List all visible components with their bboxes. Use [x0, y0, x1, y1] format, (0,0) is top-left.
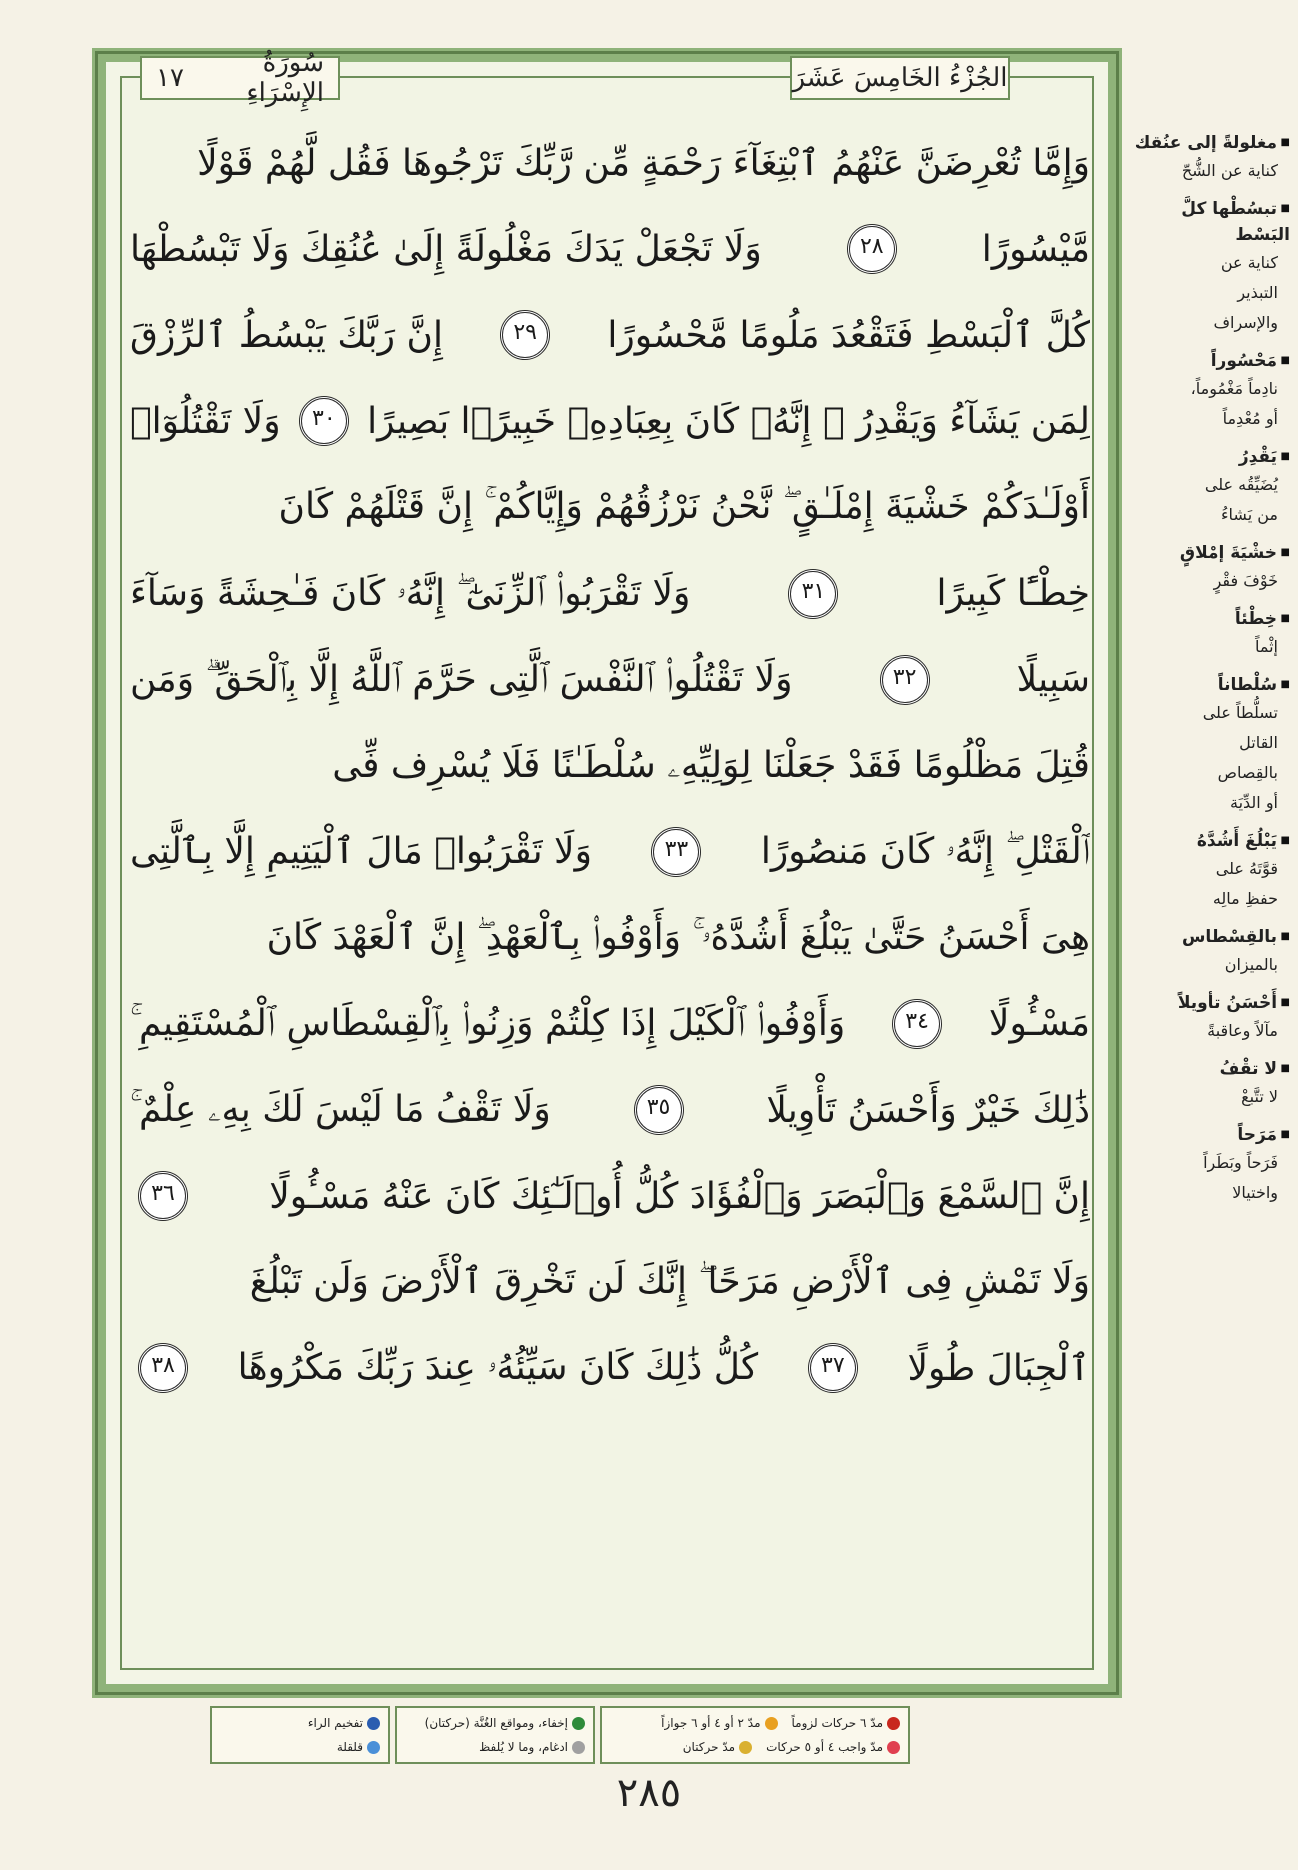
- ayah-text: لِمَن يَشَآءُ وَيَقْدِرُ ۚ إِنَّهُۥ كَانَ بِعِبَادِهِۦ خَبِيرًۢا بَصِيرًا: [367, 400, 1090, 442]
- glossary-item: [1130, 196, 1290, 338]
- glossary-definition: نادِماً مَغْمُوماً،: [1190, 379, 1278, 398]
- ayah-text: سَبِيلًا: [1016, 659, 1090, 701]
- glossary-definition: حفظِ مالِه: [1212, 889, 1278, 908]
- glossary-sidebar: [1130, 130, 1290, 1218]
- glossary-term: ■ خشْيَةَ إمْلاقٍ: [1130, 540, 1290, 566]
- glossary-item: [1130, 348, 1290, 434]
- glossary-definition: والإسراف: [1213, 313, 1278, 332]
- legend-item: تفخيم الراء: [308, 1711, 380, 1735]
- green-dot-icon: [572, 1717, 585, 1730]
- surah-name: سُورَةُ الإِسْرَاءِ: [246, 48, 324, 108]
- ayah-text-after: وَلَا تَقْتُلُوا۟ ٱلنَّفْسَ ٱلَّتِى حَرَّمَ ٱللَّهُ إِلَّا بِٱلْحَقِّ ۗ وَمَن: [130, 658, 793, 700]
- red-dot-icon: [887, 1717, 900, 1730]
- glossary-term: ■ بالقِسْطاس: [1130, 924, 1290, 950]
- quran-line: [130, 895, 1090, 981]
- ayah-text-after: وَلَا تَقْرَبُوا۟ مَالَ ٱلْيَتِيمِ إِلَّا بِٱلَّتِى: [130, 831, 592, 873]
- glossary-item: [1130, 606, 1290, 662]
- verse-number-marker: ٢٩: [500, 310, 550, 360]
- ayah-text-after: وَلَا تَقْفُ مَا لَيْسَ لَكَ بِهِۦ عِلْمٌ ۚ: [130, 1089, 551, 1131]
- ayah-text-after: وَلَا تَقْتُلُوٓا۟: [130, 400, 281, 442]
- ayah-text: كُلَّ ٱلْبَسْطِ فَتَقْعُدَ مَلُومًا مَّحْسُورًا: [607, 314, 1090, 356]
- glossary-definition: القاتل: [1239, 733, 1278, 752]
- verse-number-marker: ٢٨: [847, 224, 897, 274]
- glossary-definition: واختيالا: [1232, 1183, 1278, 1202]
- glossary-term: ■ مَرَحاً: [1130, 1122, 1290, 1148]
- page-number: ٢٨٥: [616, 1770, 682, 1816]
- glossary-term: ■ تبسُطْها كلَّ البَسْط: [1130, 196, 1290, 248]
- quran-line: [130, 1153, 1090, 1239]
- ayah-text: مَسْـُٔولًا: [988, 1003, 1090, 1045]
- glossary-item: [1130, 1056, 1290, 1112]
- glossary-definition: كناية عن: [1220, 253, 1278, 272]
- glossary-definition: بالقِصاص: [1217, 763, 1278, 782]
- ayah-text-after: إِنَّ رَبَّكَ يَبْسُطُ ٱلرِّزْقَ: [130, 314, 443, 356]
- glossary-definition: يُضَيِّقُه على: [1204, 475, 1278, 494]
- ayah-text-after: وَلَا تَقْرَبُوا۟ ٱلزِّنَىٰٓ ۖ إِنَّهُۥ كَانَ فَـٰحِشَةً وَسَآءَ: [130, 572, 691, 614]
- legend-item: إخفاء، ومواقع الغُنَّة (حركتان): [425, 1711, 585, 1735]
- glossary-item: [1130, 924, 1290, 980]
- ayah-text: قُتِلَ مَظْلُومًا فَقَدْ جَعَلْنَا لِوَلِيِّهِۦ سُلْطَـٰنًا فَلَا يُسْرِف فِّى: [332, 744, 1090, 786]
- glossary-item: [1130, 444, 1290, 530]
- glossary-definition: أو مُعْدِماً: [1222, 409, 1278, 428]
- juz-header: [790, 56, 1010, 100]
- surah-header: [140, 48, 340, 108]
- quran-line: [130, 550, 1090, 636]
- glossary-definition: بالميزان: [1224, 955, 1278, 974]
- glossary-definition: أو الدِّيَة: [1229, 793, 1278, 812]
- ayah-text-after: وَأَوْفُوا۟ ٱلْكَيْلَ إِذَا كِلْتُمْ وَزِنُوا۟ بِٱلْقِسْطَاسِ ٱلْمُسْتَقِيمِ ۚ: [130, 1002, 846, 1044]
- quran-line: [130, 464, 1090, 550]
- quran-line: [130, 1067, 1090, 1153]
- verse-number-marker: ٣٨: [138, 1343, 188, 1393]
- glossary-item: [1130, 828, 1290, 914]
- legend-item: مدّ ٦ حركات لزوماً: [792, 1711, 901, 1735]
- verse-number-marker: ٣٧: [808, 1343, 858, 1393]
- ayah-text: وَإِمَّا تُعْرِضَنَّ عَنْهُمُ ٱبْتِغَآءَ رَحْمَةٍ مِّن رَّبِّكَ تَرْجُوهَا فَقُل لَّهُمْ قَوْلًا: [197, 142, 1090, 184]
- quran-line: [130, 292, 1090, 378]
- glossary-term: ■ أَحْسَنُ تأويلاً: [1130, 990, 1290, 1016]
- glossary-definition: لا تتَّبعْ: [1241, 1087, 1278, 1106]
- glossary-definition: تسلُّطاً على: [1202, 703, 1278, 722]
- quran-line: [130, 981, 1090, 1067]
- legend-item: ادغام، وما لا يُلفظ: [479, 1735, 585, 1759]
- verse-number-marker: ٣٢: [880, 655, 930, 705]
- ayah-text: إِنَّ ٱلسَّمْعَ وَٱلْبَصَرَ وَٱلْفُؤَادَ كُلُّ أُو۟لَـٰٓئِكَ كَانَ عَنْهُ مَسْـُٔولًا: [269, 1175, 1090, 1217]
- quran-text: [130, 120, 1090, 1670]
- glossary-definition: مآلاً وعاقبةً: [1207, 1021, 1278, 1040]
- glossary-definition: قوَّتَهُ على: [1215, 859, 1278, 878]
- glossary-item: [1130, 990, 1290, 1046]
- juz-name: الجُزْءُ الخَامِسَ عَشَرَ: [792, 63, 1008, 93]
- quran-line: [130, 120, 1090, 206]
- glossary-item: [1130, 540, 1290, 596]
- orange-dot-icon: [765, 1717, 778, 1730]
- legend-item: قلقلة: [337, 1735, 380, 1759]
- glossary-term: ■ مَحْسُوراً: [1130, 348, 1290, 374]
- ayah-text: هِىَ أَحْسَنُ حَتَّىٰ يَبْلُغَ أَشُدَّهُۥ ۚ وَأَوْفُوا۟ بِٱلْعَهْدِ ۖ إِنَّ ٱلْعَهْدَ كَانَ: [266, 916, 1090, 958]
- blue-dot-icon: [367, 1717, 380, 1730]
- glossary-term: ■ يَبْلُغَ أَشُدَّهُ: [1130, 828, 1290, 854]
- glossary-definition: التبذير: [1237, 283, 1278, 302]
- ayah-text: أَوْلَـٰدَكُمْ خَشْيَةَ إِمْلَـٰقٍ ۖ نَّحْنُ نَرْزُقُهُمْ وَإِيَّاكُمْ ۚ إِنَّ قَتْلَهُمْ كَانَ: [278, 486, 1090, 528]
- ayah-text-after: كُلُّ ذَٰلِكَ كَانَ سَيِّئُهُۥ عِندَ رَبِّكَ مَكْرُوهًا: [237, 1347, 759, 1389]
- surah-number: ١٧: [156, 63, 184, 93]
- ayah-text: ٱلْقَتْلِ ۖ إِنَّهُۥ كَانَ مَنصُورًا: [760, 830, 1090, 872]
- legend-item: مدّ واجب ٤ أو ٥ حركات: [766, 1735, 900, 1759]
- quran-line: [130, 809, 1090, 895]
- glossary-item: [1130, 672, 1290, 818]
- ayah-text: مَّيْسُورًا: [981, 228, 1090, 270]
- glossary-definition: كناية عن الشُّحّ: [1181, 161, 1278, 180]
- quran-line: [130, 723, 1090, 809]
- verse-number-marker: ٣٠: [299, 396, 349, 446]
- legend-item: مدّ حركتان: [683, 1735, 752, 1759]
- verse-number-marker: ٣٥: [634, 1085, 684, 1135]
- ayah-text: خِطْـًٔا كَبِيرًا: [936, 573, 1090, 615]
- verse-number-marker: ٣٣: [651, 827, 701, 877]
- quran-line: [130, 206, 1090, 292]
- legend-madd: [600, 1706, 910, 1764]
- glossary-definition: فَرَحاً وبَطَراً: [1203, 1153, 1278, 1172]
- yellow-dot-icon: [739, 1741, 752, 1754]
- quran-line: [130, 378, 1090, 464]
- ayah-text: ٱلْجِبَالَ طُولًا: [907, 1347, 1090, 1389]
- legend-item: مدّ ٢ أو ٤ أو ٦ جوازاً: [661, 1711, 777, 1735]
- quran-line: [130, 1325, 1090, 1411]
- glossary-definition: إثْماً: [1254, 637, 1278, 656]
- glossary-term: ■ مغلولةً إلى عنُقك: [1130, 130, 1290, 156]
- gray-dot-icon: [572, 1741, 585, 1754]
- verse-number-marker: ٣١: [788, 569, 838, 619]
- glossary-item: [1130, 1122, 1290, 1208]
- pink-dot-icon: [887, 1741, 900, 1754]
- ayah-text: وَلَا تَمْشِ فِى ٱلْأَرْضِ مَرَحًا ۖ إِنَّكَ لَن تَخْرِقَ ٱلْأَرْضَ وَلَن تَبْلُغَ: [249, 1261, 1090, 1303]
- glossary-term: ■ لا تقْفُ: [1130, 1056, 1290, 1082]
- legend-tafkhim: [210, 1706, 390, 1764]
- glossary-definition: خَوْفَ فقْرٍ: [1213, 571, 1278, 590]
- glossary-term: ■ خِطْئاً: [1130, 606, 1290, 632]
- glossary-item: [1130, 130, 1290, 186]
- ayah-text: ذَٰلِكَ خَيْرٌ وَأَحْسَنُ تَأْوِيلًا: [766, 1089, 1090, 1131]
- verse-number-marker: ٣٤: [892, 999, 942, 1049]
- ayah-text-after: وَلَا تَجْعَلْ يَدَكَ مَغْلُولَةً إِلَىٰ عُنُقِكَ وَلَا تَبْسُطْهَا: [130, 228, 762, 270]
- legend-ghunna: [395, 1706, 595, 1764]
- verse-number-marker: ٣٦: [138, 1171, 188, 1221]
- light-blue-dot-icon: [367, 1741, 380, 1754]
- quran-line: [130, 1239, 1090, 1325]
- glossary-term: ■ سُلْطاناً: [1130, 672, 1290, 698]
- glossary-definition: من يَشاءُ: [1221, 505, 1278, 524]
- glossary-term: ■ يَقْدِرُ: [1130, 444, 1290, 470]
- quran-line: [130, 637, 1090, 723]
